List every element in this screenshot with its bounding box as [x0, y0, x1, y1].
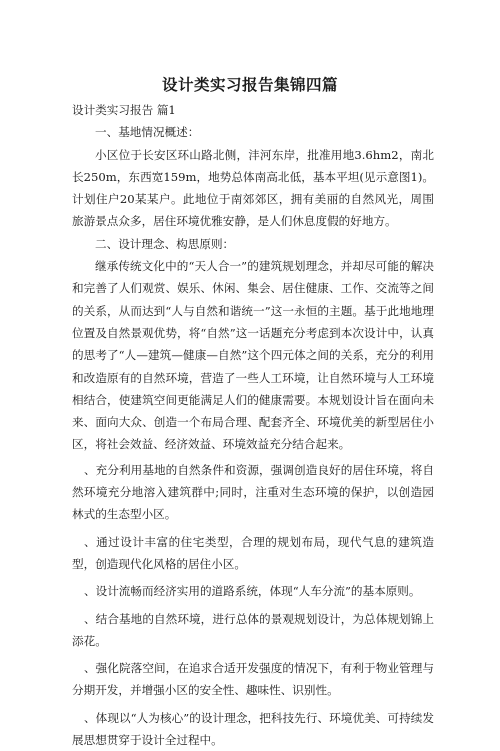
list-item: 、通过设计丰富的住宅类型，合理的规划布局，现代气息的建筑造型，创造现代化风格的居住小区。	[72, 534, 434, 571]
paragraph-site-overview: 小区位于长安区环山路北侧，沣河东岸，批准用地3.6hm2，南北长250m，东西宽159m，地势总体南高北低，基本平坦(见示意图1)。计划住户20某某户。此地位于南郊郊区，拥有美丽的自然风光，周围旅游景点众多，居住环境优雅安静，是人们休息度假的好地方。	[72, 147, 434, 229]
paragraph-design-concept: 继承传统文化中的“天人合一”的建筑规划理念，并却尽可能的解决和完善了人们观赏、娱乐、休闲、集会、居住健康、工作、交流等之间的关系，从而达到“人与自然和谐统一”这一永恒的主题。基于此地地理位置及自然景观优势，将“自然”这一话题充分考虑到本次设计中，认真的思考了“人—建筑—健康—自然”这个四元体之间的关系，充分的利用和改造原有的自然环境，营造了一些人工环境，让自然环境与人工环境相结合，使建筑空间更能满足人们的健康需要。本规划设计旨在面向未来、面向大众、创造一个布局合理、配套齐全、环境优美的新型居住小区，将社会效益、经济效益、环境效益充分结合起来。	[72, 259, 434, 452]
list-item: 、设计流畅而经济实用的道路系统，体现“人车分流”的基本原则。	[84, 584, 421, 599]
section-heading-design-concept: 二、设计理念、构思原则：	[95, 236, 235, 251]
article-subtitle: 设计类实习报告 篇1	[72, 103, 176, 117]
document-body	[72, 99, 434, 751]
list-item: 、体现以“人为核心”的设计理念，把科技先行、环境优美、可持续发展思想贯穿于设计全过程中。	[72, 710, 434, 748]
list-item: 、结合基地的自然环境，进行总体的景观规划设计，为总体规划锦上添花。	[72, 611, 434, 648]
list-item: 、充分利用基地的自然条件和资源，强调创造良好的居住环境，将自然环境充分地溶入建筑群中;同时，注重对生态环境的保护，以创造园林式的生态型小区。	[72, 462, 434, 522]
section-heading-site-overview: 一、基地情况概述：	[95, 125, 200, 140]
document-title: 设计类实习报告集锦四篇	[161, 76, 338, 94]
list-item: 、强化院落空间，在追求合适开发强度的情况下，有利于物业管理与分期开发，并增强小区的安全性、趣味性、识别性。	[72, 661, 434, 698]
